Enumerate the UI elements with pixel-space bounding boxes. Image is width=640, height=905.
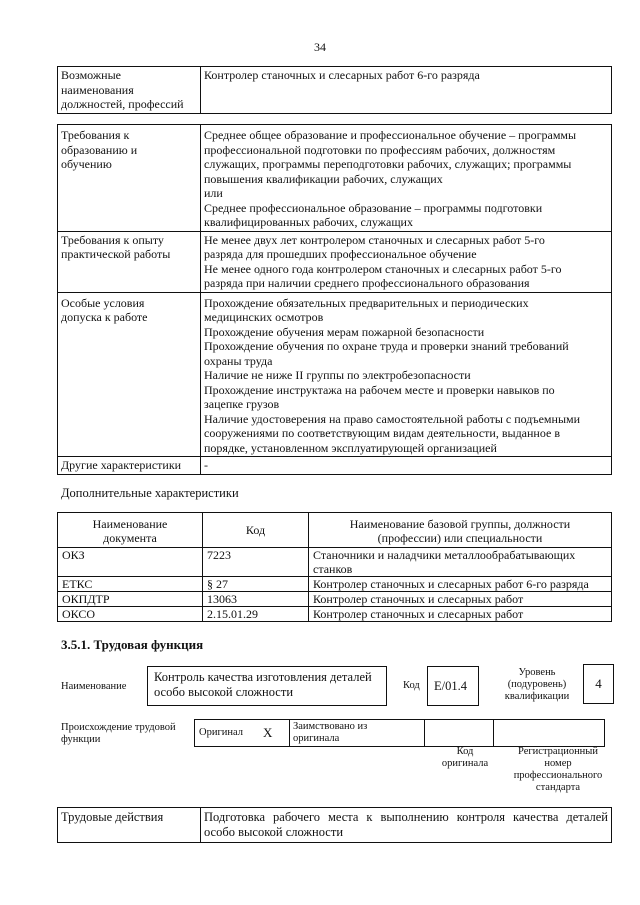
value-line: порядке, установленном эксплуатирующей организацией <box>204 440 497 455</box>
function-name-label: Наименование <box>61 681 127 692</box>
row-doc: ОКСО <box>58 607 203 622</box>
additional-caption: Дополнительные характеристики <box>61 486 239 500</box>
label-line: Особые условия <box>61 295 145 310</box>
row-name <box>309 577 612 592</box>
actions-line: особо высокой сложности <box>204 825 344 839</box>
value-line: Прохождение обучения по охране труда и проверки знаний требований <box>204 339 569 353</box>
value-line: медицинских осмотров <box>204 310 324 324</box>
positions-table <box>57 66 612 114</box>
row-doc: ОКЗ <box>58 548 203 577</box>
value-line: Среднее общее образование и профессиональное обучение – программы <box>204 128 577 142</box>
value-line: Наличие удостоверения на право самостоятельной работы с подъемными <box>204 411 581 426</box>
level-box <box>583 664 614 704</box>
experience-label <box>58 231 201 292</box>
caption-line: Код <box>456 746 474 757</box>
positions-value: Контролер станочных и слесарных работ 6-го разряда <box>201 67 612 114</box>
positions-label-line: наименования <box>61 82 134 97</box>
education-row <box>58 125 612 232</box>
function-name-line: Контроль качества изготовления деталей <box>154 670 372 684</box>
header-line: документа <box>103 531 157 545</box>
function-name-line: особо высокой сложности <box>154 685 294 699</box>
actions-table <box>57 807 612 843</box>
caption-line: номер <box>544 758 572 769</box>
value-line: Не менее двух лет контролером станочных и слесарных работ 5-го <box>204 232 545 247</box>
function-code-box <box>427 666 479 706</box>
origin-label <box>61 722 176 746</box>
row-code: 7223 <box>203 548 309 577</box>
label-line: обучению <box>61 157 112 171</box>
header-code: Код <box>203 513 309 548</box>
value-line: служащих, программы переподготовки рабочих, служащих; программы <box>204 157 572 171</box>
origin-code-cell <box>425 720 494 747</box>
actions-line: Подготовка рабочего места к выполнению контроля качества деталей <box>204 810 608 824</box>
actions-label: Трудовые действия <box>58 808 201 843</box>
education-value <box>201 125 612 232</box>
borrowed-label-line: оригинала <box>293 733 340 744</box>
row-name-line: Станочники и наладчики металлообрабатывающих <box>313 548 576 562</box>
origin-label-line: Происхождение трудовой <box>61 722 176 733</box>
conditions-label <box>58 292 201 457</box>
label-line: допуска к работе <box>61 310 148 324</box>
row-name <box>309 592 612 607</box>
value-line: повышения квалификации рабочих, служащих <box>204 171 443 186</box>
header-name <box>309 513 612 548</box>
borrowed-label <box>290 720 425 747</box>
label-line: практической работы <box>61 247 171 261</box>
level-value: 4 <box>595 676 602 691</box>
label-line: образованию и <box>61 142 138 157</box>
level-label-line: (подуровень) <box>507 679 567 690</box>
row-doc: ЕТКС <box>58 577 203 592</box>
reg-caption <box>503 746 613 794</box>
row-name-line: Контролер станочных и слесарных работ <box>313 592 524 606</box>
row-name-line: станков <box>313 562 353 576</box>
value-line: Прохождение обучения мерам пожарной безопасности <box>204 324 485 339</box>
additional-header-row <box>58 513 612 548</box>
value-line: зацепке грузов <box>204 397 280 411</box>
row-code: 13063 <box>203 592 309 607</box>
original-label: Оригинал <box>195 720 264 747</box>
row-name-line: Контролер станочных и слесарных работ <box>313 607 524 621</box>
value-line: квалифицированных рабочих, служащих <box>204 215 413 229</box>
value-line: сооружениями по соответствующим видам деятельности, выданное в <box>204 426 560 440</box>
additional-table <box>57 512 612 622</box>
experience-row <box>58 231 612 292</box>
experience-value <box>201 231 612 292</box>
value-line: или <box>204 186 223 200</box>
value-line: Не менее одного года контролером станочных и слесарных работ 5-го <box>204 261 562 276</box>
row-code: 2.15.01.29 <box>203 607 309 622</box>
header-doc <box>58 513 203 548</box>
table-row <box>58 548 612 577</box>
value-line: Прохождение обязательных предварительных и периодических <box>204 295 529 310</box>
table-row <box>58 577 612 592</box>
education-label <box>58 125 201 232</box>
actions-value <box>201 808 612 843</box>
positions-label-line: должностей, профессий <box>61 97 184 111</box>
origin-table <box>194 719 605 747</box>
label-line: Требования к опыту <box>61 232 164 247</box>
conditions-row <box>58 292 612 457</box>
header-line: (профессии) или специальности <box>377 531 543 545</box>
row-code: § 27 <box>203 577 309 592</box>
other-value: - <box>201 457 612 475</box>
row-doc: ОКПДТР <box>58 592 203 607</box>
caption-line: Регистрационный <box>518 746 598 757</box>
positions-label-cell <box>58 67 201 114</box>
value-line: Среднее профессиональное образование – программы подготовки <box>204 200 543 215</box>
level-label-line: Уровень <box>518 667 556 678</box>
label-line: Требования к <box>61 128 130 142</box>
borrowed-label-line: Заимствовано из <box>293 721 368 732</box>
reg-number-cell <box>494 720 605 747</box>
function-code-value: E/01.4 <box>434 679 467 693</box>
caption-line: профессионального <box>513 770 603 781</box>
other-label: Другие характеристики <box>58 457 201 475</box>
value-line: охраны труда <box>204 353 273 368</box>
value-line: Прохождение инструктажа на рабочем месте и проверки навыков по <box>204 382 555 397</box>
value-line: профессиональной подготовки по профессиям рабочих, должностям <box>204 142 556 157</box>
row-name-line: Контролер станочных и слесарных работ 6-го разряда <box>313 577 589 591</box>
positions-label-line: Возможные <box>61 68 121 82</box>
header-line: Наименование базовой группы, должности <box>349 517 571 531</box>
origin-code-caption <box>431 746 499 770</box>
conditions-value <box>201 292 612 457</box>
row-name <box>309 548 612 577</box>
table-row <box>58 592 612 607</box>
level-label-line: квалификации <box>504 691 570 702</box>
function-name-box <box>147 666 387 706</box>
origin-label-line: функции <box>61 734 101 745</box>
function-name-value <box>154 670 372 700</box>
requirements-table <box>57 124 612 475</box>
value-line: разряда при наличии среднего профессионального образования <box>204 276 530 290</box>
function-title: 3.5.1. Трудовая функция <box>61 637 204 652</box>
level-label <box>500 667 574 703</box>
header-line: Наименование <box>92 517 168 531</box>
caption-line: оригинала <box>441 758 489 769</box>
table-row <box>58 607 612 622</box>
other-row <box>58 457 612 475</box>
value-line: Наличие не ниже II группы по электробезопасности <box>204 368 471 382</box>
row-name <box>309 607 612 622</box>
function-code-label: Код <box>403 680 420 691</box>
original-mark: X <box>263 720 290 747</box>
page-number: 34 <box>314 40 326 54</box>
value-line: разряда для прошедших профессиональное обучение <box>204 247 477 261</box>
caption-line: стандарта <box>535 782 581 793</box>
